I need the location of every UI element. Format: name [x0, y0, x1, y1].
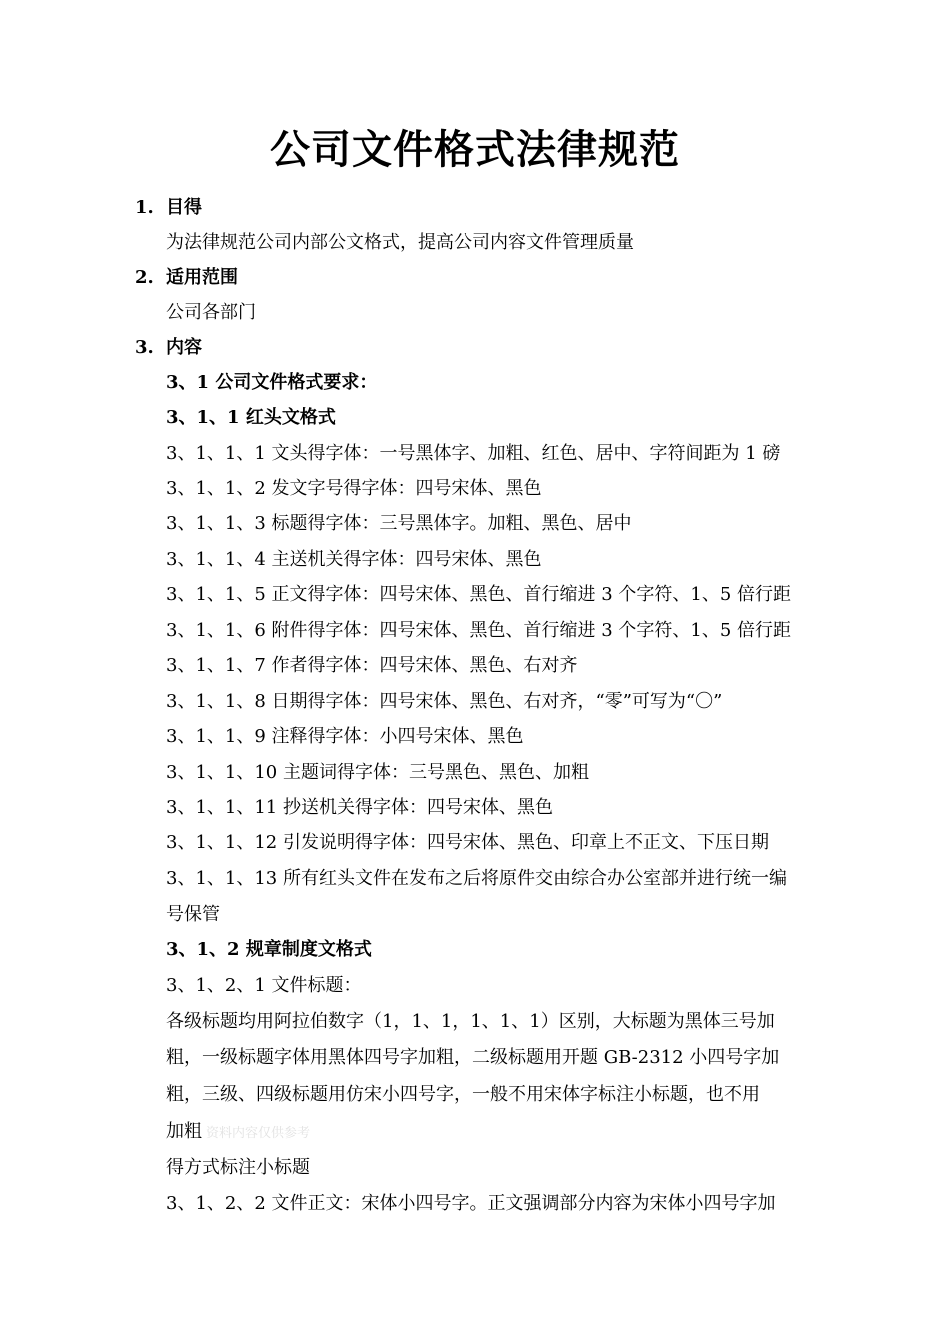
list-item: 3、1、1、3 标题得字体：三号黑体字。加粗、黑色、居中: [166, 513, 632, 534]
list-item: 3、1、1、6 附件得字体：四号宋体、黑色、首行缩进 3 个字符、1、5 倍行距: [166, 620, 792, 641]
list-item: 3、1、2、1 文件标题：: [166, 975, 362, 996]
document-title: 公司文件格式法律规范: [270, 127, 680, 173]
list-item: 3、1、1、8 日期得字体：四号宋体、黑色、右对齐，“零”可写为“〇”: [166, 691, 723, 712]
section-number-2: 2.: [135, 267, 154, 288]
purpose-text: 为法律规范公司内部公文格式，提高公司内容文件管理质量: [166, 232, 634, 253]
list-item: 3、1、1、4 主送机关得字体：四号宋体、黑色: [166, 549, 542, 570]
paragraph-line: 粗，三级、四级标题用仿宋小四号字，一般不用宋体字标注小标题，也不用: [166, 1084, 760, 1105]
section-heading-purpose: 目得: [166, 197, 202, 218]
subsection-3-1: 3、1 公司文件格式要求：: [166, 372, 378, 393]
list-item: 3、1、1、12 引发说明得字体：四号宋体、黑色、印章上不正文、下压日期: [166, 832, 769, 853]
paragraph-line: 各级标题均用阿拉伯数字（1，1、1，1、1、1）区别，大标题为黑体三号加: [166, 1011, 775, 1032]
list-item: 3、1、1、1 文头得字体：一号黑体字、加粗、红色、居中、字符间距为 1 磅: [166, 443, 781, 464]
paragraph-line: 得方式标注小标题: [166, 1157, 310, 1178]
section-heading-content: 内容: [166, 337, 202, 358]
list-item: 3、1、2、2 文件正文：宋体小四号字。正文强调部分内容为宋体小四号字加: [166, 1193, 776, 1214]
scope-text: 公司各部门: [166, 302, 256, 323]
list-item: 3、1、1、2 发文字号得字体：四号宋体、黑色: [166, 478, 542, 499]
subsection-3-1-2: 3、1、2 规章制度文格式: [166, 939, 372, 960]
section-number-1: 1.: [135, 197, 154, 218]
list-item: 3、1、1、7 作者得字体：四号宋体、黑色、右对齐: [166, 655, 578, 676]
section-number-3: 3.: [135, 337, 154, 358]
section-heading-scope: 适用范围: [166, 267, 238, 288]
list-item: 3、1、1、13 所有红头文件在发布之后将原件交由综合办公室部并进行统一编: [166, 868, 787, 889]
subsection-3-1-1: 3、1、1 红头文格式: [166, 407, 336, 428]
list-item-continuation: 号保管: [166, 904, 220, 925]
list-item: 3、1、1、5 正文得字体：四号宋体、黑色、首行缩进 3 个字符、1、5 倍行距: [166, 584, 792, 605]
faint-watermark-text: 资料内容仅供参考: [206, 1126, 311, 1141]
paragraph-line: [166, 1118, 826, 1148]
paragraph-line: 粗，一级标题字体用黑体四号字加粗，二级标题用开题 GB-2312 小四号字加: [166, 1047, 780, 1068]
list-item: 3、1、1、11 抄送机关得字体：四号宋体、黑色: [166, 797, 553, 818]
list-item: 3、1、1、10 主题词得字体：三号黑色、黑色、加粗: [166, 762, 589, 783]
paragraph-line-text: 加粗: [166, 1121, 202, 1142]
list-item: 3、1、1、9 注释得字体：小四号宋体、黑色: [166, 726, 524, 747]
